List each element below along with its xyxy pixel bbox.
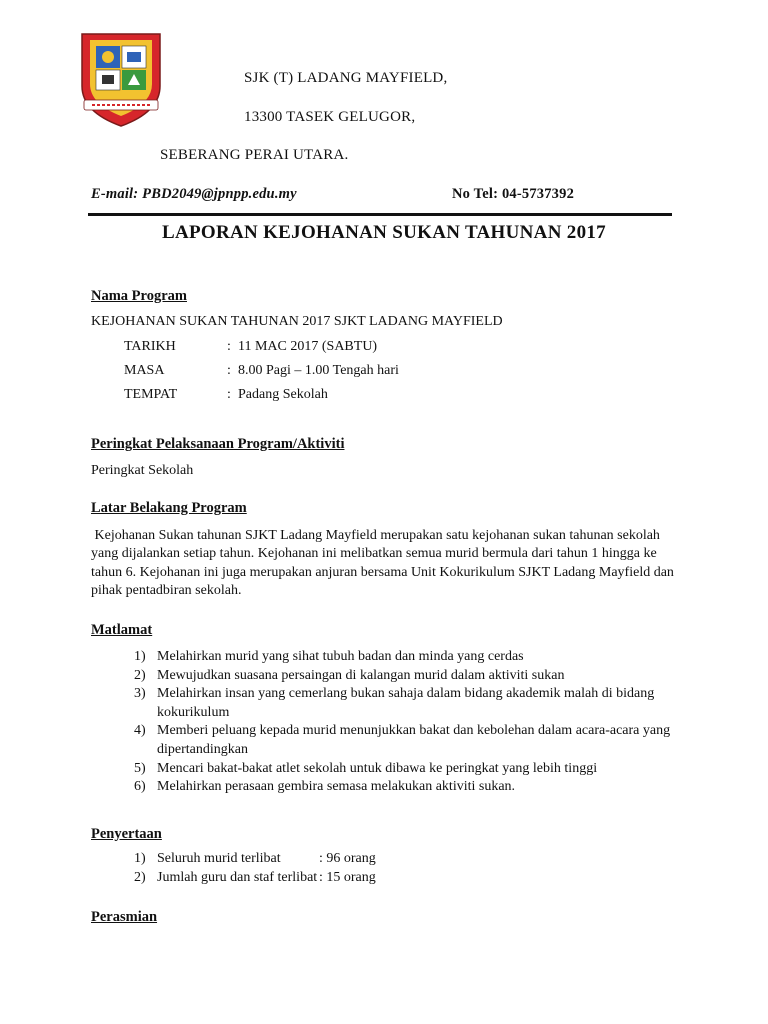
list-item [91, 685, 681, 722]
list-item [91, 760, 681, 779]
list-item [91, 778, 681, 797]
detail-label-date: TARIKH [124, 339, 176, 354]
participation-label-students: Seluruh murid terlibat [157, 851, 281, 866]
participation-number: 1) [134, 851, 146, 866]
detail-separator: : [227, 339, 231, 354]
list-item [91, 648, 681, 667]
school-name: SJK (T) LADANG MAYFIELD, [244, 70, 448, 86]
detail-separator: : [227, 363, 231, 378]
list-item-number: 5) [134, 760, 146, 776]
list-item-number: 4) [134, 723, 146, 739]
participation-value-staff: : 15 orang [319, 870, 376, 885]
participation-label-staff: Jumlah guru dan staf terlibat [157, 870, 318, 885]
participation-number: 2) [134, 870, 146, 885]
detail-value-date: 11 MAC 2017 (SABTU) [238, 339, 378, 354]
list-item-text: Melahirkan insan yang cemerlang bukan sahaja dalam bidang akademik malah di bidang kokurikulum [157, 686, 655, 720]
section-heading-background: Latar Belakang Program [91, 500, 247, 516]
header-divider [88, 213, 672, 216]
section-heading-level: Peringkat Pelaksanaan Program/Aktiviti [91, 436, 345, 452]
list-item [91, 667, 681, 686]
detail-value-time: 8.00 Pagi – 1.00 Tengah hari [238, 363, 399, 378]
detail-value-place: Padang Sekolah [238, 387, 328, 402]
list-item-number: 2) [134, 667, 146, 683]
detail-separator: : [227, 387, 231, 402]
school-phone: No Tel: 04-5737392 [452, 186, 575, 202]
list-item-number: 1) [134, 649, 146, 664]
detail-label-time: MASA [124, 363, 165, 378]
school-email: E-mail: PBD2049@jpnpp.edu.my [91, 186, 297, 202]
list-item-text: Melahirkan perasaan gembira semasa melakukan aktiviti sukan. [157, 779, 516, 795]
section-heading-opening: Perasmian [91, 909, 158, 925]
program-name: KEJOHANAN SUKAN TAHUNAN 2017 SJKT LADANG MAYFIELD [91, 314, 503, 329]
detail-label-place: TEMPAT [124, 387, 178, 402]
school-address-line1: 13300 TASEK GELUGOR, [244, 109, 416, 125]
level-text: Peringkat Sekolah [91, 463, 194, 478]
list-item-text: Mewujudkan suasana persaingan di kalangan murid dalam aktiviti sukan [157, 667, 565, 683]
list-item-text: Memberi peluang kepada murid menunjukkan bakat dan kebolehan dalam acara-acara yang dipertandingkan [157, 723, 671, 757]
school-crest-icon [78, 30, 164, 130]
list-item-number: 6) [134, 779, 146, 795]
list-item-text: Mencari bakat-bakat atlet sekolah untuk dibawa ke peringkat yang lebih tinggi [157, 760, 598, 776]
section-heading-participation: Penyertaan [91, 826, 162, 842]
list-item [91, 722, 681, 759]
school-address-line2: SEBERANG PERAI UTARA. [160, 147, 349, 163]
section-heading-program: Nama Program [91, 288, 187, 304]
list-item-number: 3) [134, 686, 146, 702]
section-heading-goals: Matlamat [91, 622, 153, 638]
background-paragraph: Kejohanan Sukan tahunan SJKT Ladang Mayfield merupakan satu kejohanan sukan tahunan sekolah yang dijalankan setiap tahun. Kejohanan ini melibatkan semua murid bermula dari tahun 1 hingga ke tahun 6. Kejohanan ini juga merupakan anjuran bersama Unit Kokurikulum SJKT Ladang Mayfield dan pihak pentadbiran sekolah. [91, 528, 678, 599]
participation-value-students: : 96 orang [319, 851, 376, 866]
report-title: LAPORAN KEJOHANAN SUKAN TAHUNAN 2017 [162, 222, 606, 243]
list-item-text: Melahirkan murid yang sihat tubuh badan dan minda yang cerdas [157, 649, 524, 664]
goals-list [91, 648, 681, 797]
